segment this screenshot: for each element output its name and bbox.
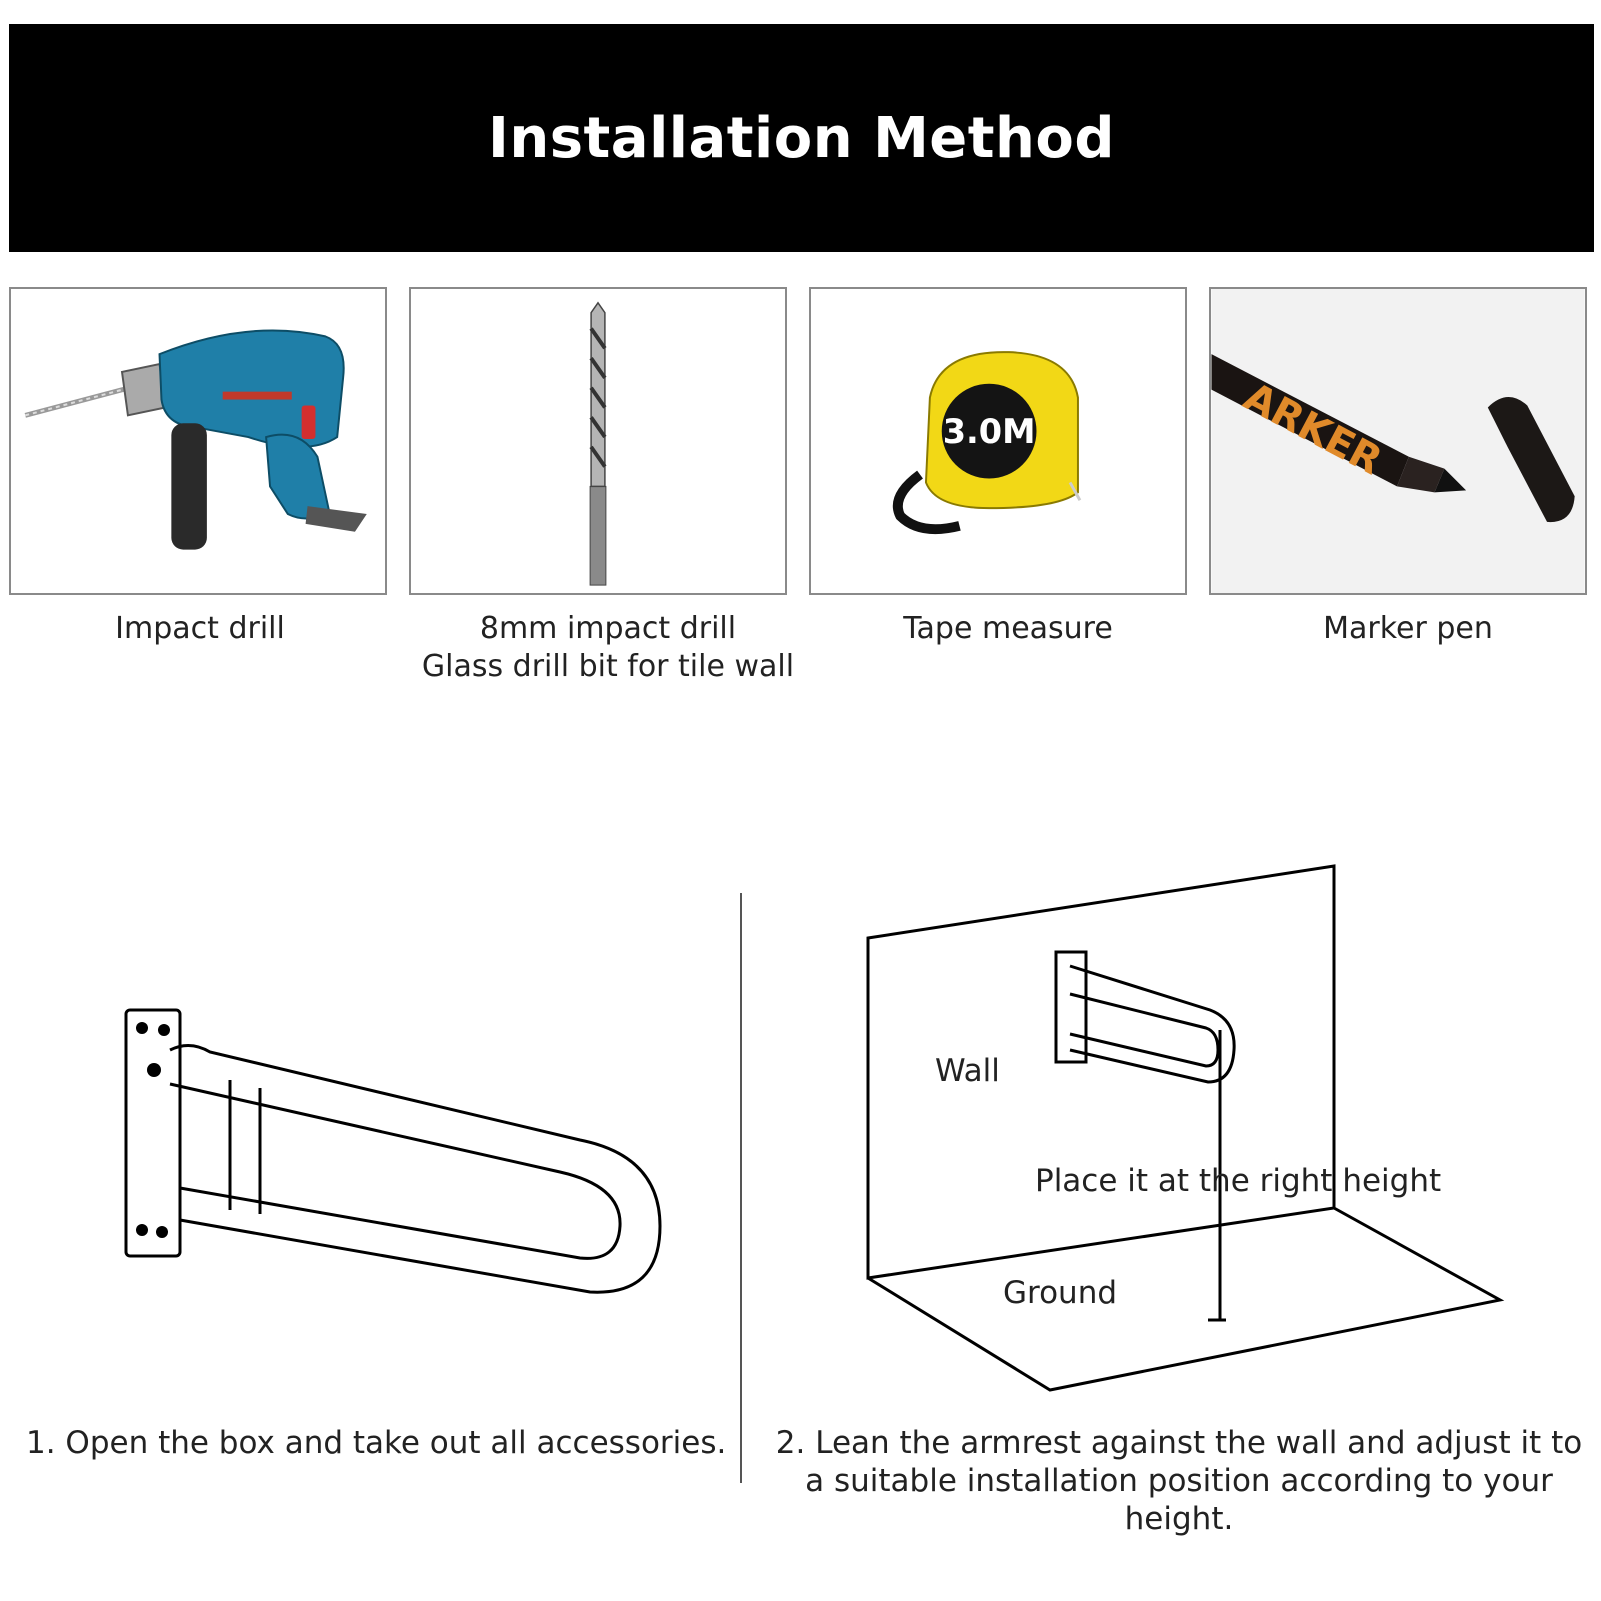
impact-drill-icon [11,289,385,593]
tool-caption-drill-bit: 8mm impact drill Glass drill bit for tile wall [421,611,795,684]
wall-ground-diagram [860,860,1510,1400]
marker-label: ARKER [1236,373,1390,485]
tape-label: 3.0M [942,411,1036,451]
step-1-text: 1. Open the box and take out all accessories. [26,1425,727,1461]
drill-bit-icon [411,289,785,593]
tool-caption-marker-pen: Marker pen [1323,611,1493,646]
tool-card-drill-bit [409,287,787,595]
tool-caption-impact-drill: Impact drill [115,611,285,646]
page-title: Installation Method [488,105,1115,171]
tool-caption-tape-measure: Tape measure [903,611,1113,646]
step-divider [740,893,742,1483]
height-label: Place it at the right height [1035,1163,1442,1199]
ground-label: Ground [1003,1275,1118,1311]
wall-label: Wall [935,1053,1000,1089]
marker-pen-icon [1211,289,1585,593]
step-2-text: 2. Lean the armrest against the wall and adjust it to a suitable installation position according to your height. [775,1425,1583,1537]
header-banner [9,24,1594,252]
tool-card-impact-drill [9,287,387,595]
tool-card-tape-measure [809,287,1187,595]
tool-card-marker-pen [1209,287,1587,595]
grab-bar-illustration [120,1000,680,1320]
tape-measure-icon [811,289,1185,593]
